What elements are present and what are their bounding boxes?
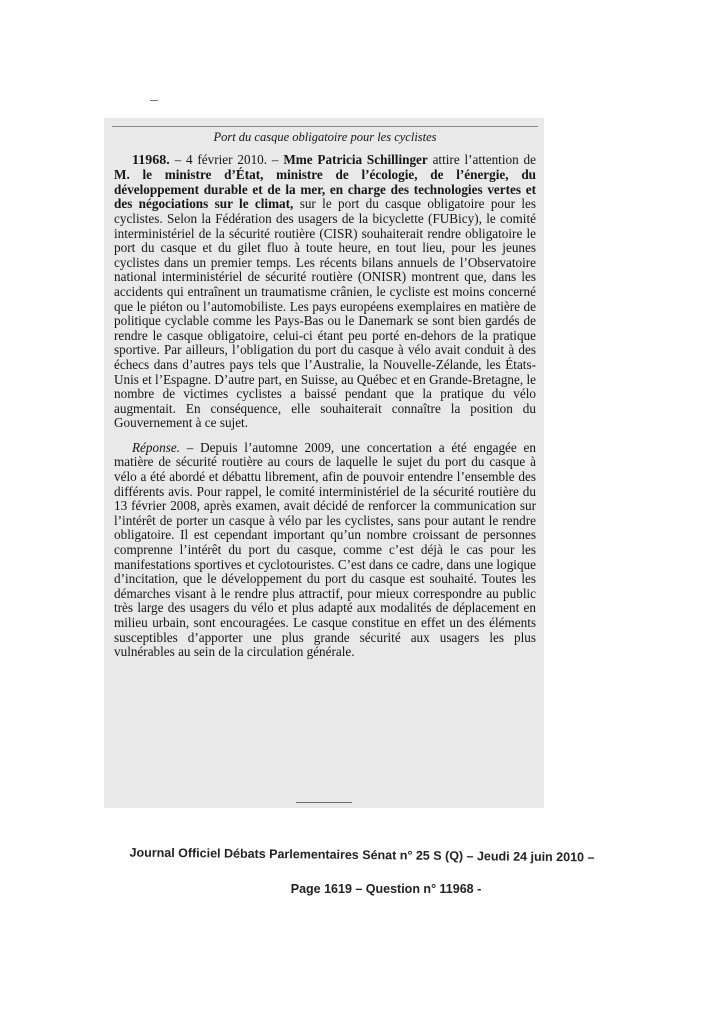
citation-line-1: Journal Officiel Débats Parlementaires Sénat n° 25 S (Q) – Jeudi 24 juin 2010 – xyxy=(129,845,595,865)
answer-label: Réponse. xyxy=(132,439,180,455)
question-text-2: sur le port du casque obligatoire pour les cyclistes. Selon la Fédération des usagers de la bicyclette (FUBicy), le comité interministériel de la sécurité routière (CISR) souhaiterait rendre obligatoire le port du casque et du gilet fluo à toute heure, en tout lieu, pour les jeunes cyclistes dans un premier temps. Les récents bilans annuels de l’Observatoire national interministériel de sécurité routière (ONISR) montrent que, dans les accidents qui entraînent un traumatisme crânien, le cycliste est moins concerné que le piéton ou l’automobiliste. Les pays européens exemplaires en matière de politique cyclable comme les Pays-Bas ou le Danemark se sont bien gardés de rendre le casque obligatoire, celui-ci étant peu porté en-dehors de la pratique sportive. Par ailleurs, l’obligation du port du casque à vélo avait conduit à des échecs dans d’autres pays tels que l’Australie, la Nouvelle-Zélande, les États-Unis et l’Espagne. D’autre part, en Suisse, au Québec et en Grande-Bretagne, le nombre de victimes cyclistes a baissé pendant que la pratique du vélo augmentait. En conséquence, elle souhaiterait connaître la position du Gouvernement à ce sujet. xyxy=(114,196,536,431)
article-title: Port du casque obligatoire pour les cyclistes xyxy=(213,130,437,144)
question-text-1: attire l’attention de xyxy=(427,151,536,167)
scan-mark xyxy=(150,100,158,101)
answer-paragraph xyxy=(114,441,536,660)
article-column xyxy=(114,130,536,660)
question-number: 11968. xyxy=(132,152,170,168)
clipping-top-rule xyxy=(112,126,538,127)
citation-line-2: Page 1619 – Question n° 11968 - xyxy=(290,882,482,896)
article-end-rule xyxy=(296,802,352,803)
question-author: Mme Patricia Schillinger xyxy=(283,151,428,167)
answer-text: – Depuis l’automne 2009, une concertation a été engagée en matière de sécurité routière au cours de laquelle le sujet du port du casque à vélo a été abordé et débattu librement, afin de pouvoir entendre l’ensemble des différents avis. Pour rappel, le comité interministériel de la sécurité routière du 13 février 2008, après examen, avait décidé de renforcer la communication sur l’intérêt de porter un casque à vélo par les cyclistes, sans pour autant le rendre obligatoire. Il est cependant important qu’un nombre croissant de personnes comprenne l’intérêt du port du casque, comme c’est déjà le cas pour les manifestations sportives et cyclotouristes. C’est dans ce cadre, dans une logique d’incitation, que le développement du port du casque est souhaité. Toutes les démarches visant à le rendre plus attractif, pour mieux correspondre au public très large des usagers du vélo et plus adapté aux modalités de déplacement en milieu urbain, sont encouragées. Le casque constitue en effet un des éléments susceptibles d’apporter une plus grande sécurité aux usagers les plus vulnérables au sein de la circulation générale. xyxy=(114,439,536,660)
question-date: – 4 février 2010. – xyxy=(169,151,284,167)
question-paragraph xyxy=(114,153,536,431)
question-addressee: M. le ministre d’État, ministre de l’écologie, de l’énergie, du développement durable et de la mer, en charge des technologies vertes et des négociations sur le climat, xyxy=(114,167,536,212)
